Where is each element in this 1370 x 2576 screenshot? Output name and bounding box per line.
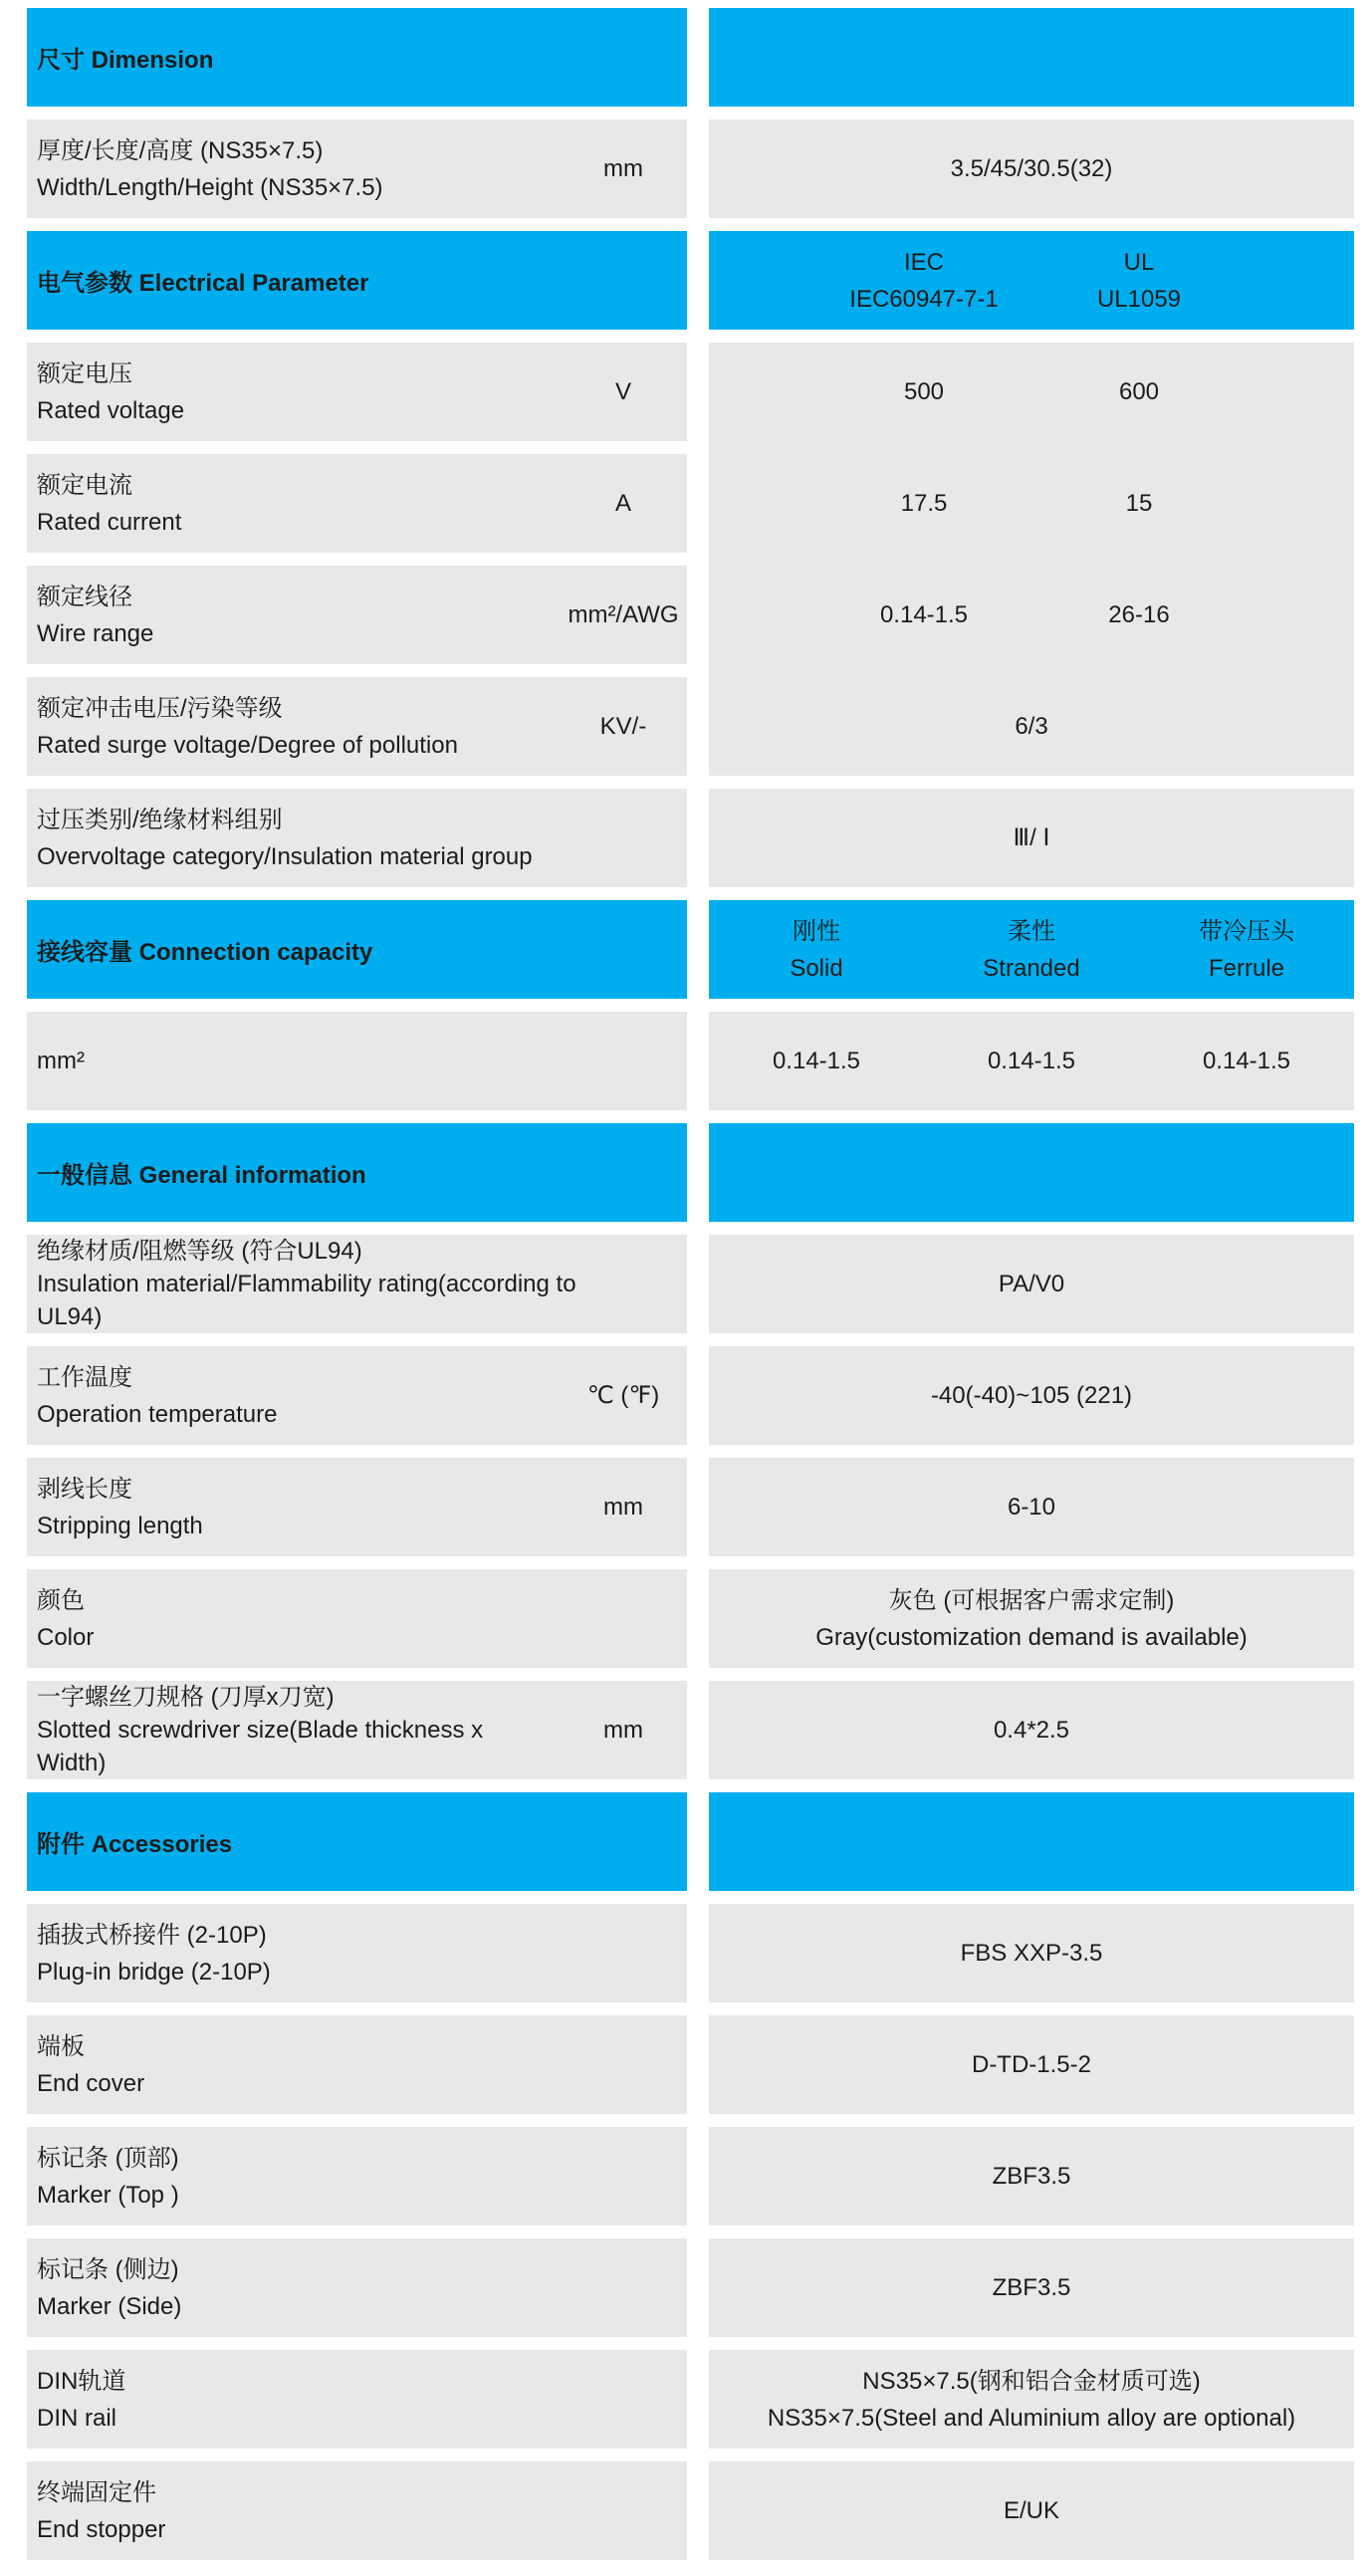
row-label-zh: 绝缘材质/阻燃等级 (符合UL94): [37, 1238, 362, 1265]
value-cell: [709, 1569, 1354, 1668]
row-rated-current: [27, 454, 687, 553]
row-label-zh: mm²: [37, 1048, 85, 1074]
electrical-values: [709, 343, 1354, 776]
param-cell: [27, 1346, 687, 1445]
row-color: [27, 1569, 1354, 1668]
value-cell: [709, 1458, 1354, 1556]
value-zh: NS35×7.5(钢和铝合金材质可选): [862, 2367, 1201, 2395]
param-cell: [27, 2461, 687, 2560]
surge-value: [709, 677, 1354, 776]
row-connection-capacity: [27, 1012, 1354, 1110]
unit-label: V: [614, 377, 631, 405]
row-label-zh: DIN轨道: [37, 2367, 126, 2395]
row-label-zh: 剥线长度: [37, 1475, 132, 1503]
row-label-en: Plug-in bridge (2-10P): [37, 1958, 271, 1986]
unit-label: mm: [603, 1716, 643, 1744]
unit-label: mm: [603, 154, 643, 182]
value-en: NS35×7.5(Steel and Aluminium alloy are optional): [767, 2404, 1296, 2432]
electrical-group: [27, 343, 1354, 776]
row-label-zh: 标记条 (侧边): [37, 2255, 179, 2283]
value-en: Gray(customization demand is available): [815, 1623, 1248, 1651]
row-label-zh: 终端固定件: [37, 2478, 156, 2506]
row-label-en: Width/Length/Height (NS35×7.5): [37, 173, 383, 201]
connection-column-headers: [709, 900, 1354, 999]
value-cell: [709, 1681, 1354, 1779]
section-header-electrical: [27, 231, 1354, 330]
section-title: 接线容量 Connection capacity: [37, 939, 373, 966]
value: 0.4*2.5: [993, 1717, 1070, 1744]
section-title: 附件 Accessories: [37, 1831, 233, 1858]
row-label-zh: 端板: [37, 2032, 85, 2060]
param-cell: [27, 1458, 687, 1556]
col-header-iec: IEC IEC60947-7-1: [849, 248, 999, 313]
value-ul: 15: [1125, 490, 1153, 517]
row-marker-top: [27, 2127, 1354, 2225]
param-cell: [27, 2127, 687, 2225]
value: ZBF3.5: [992, 2163, 1071, 2190]
row-rated-voltage: [27, 343, 687, 441]
section-title: 尺寸 Dimension: [37, 47, 214, 74]
row-plug-in-bridge: [27, 1904, 1354, 2002]
section-title: 电气参数 Electrical Parameter: [37, 270, 369, 297]
col-header-ferrule: 带冷压头 Ferrule: [1199, 917, 1294, 982]
row-label-zh: 颜色: [37, 1586, 85, 1614]
row-size: [27, 119, 1354, 218]
row-screwdriver-size: [27, 1681, 1354, 1779]
row-label-en: Operation temperature: [37, 1400, 278, 1428]
section-title-cell: [27, 8, 687, 107]
value-ul: 26-16: [1108, 601, 1170, 628]
row-insulation: [27, 1235, 1354, 1333]
row-label-en: Stripping length: [37, 1512, 203, 1539]
row-label-zh: 厚度/长度/高度 (NS35×7.5): [37, 136, 324, 164]
row-label-zh: 额定线径: [37, 583, 132, 610]
section-header-spacer: [709, 1792, 1354, 1891]
unit-label: mm²/AWG: [568, 600, 679, 628]
row-label-en: Overvoltage category/Insulation material group: [37, 842, 533, 870]
row-label-zh: 过压类别/绝缘材料组别: [37, 806, 283, 833]
row-wire-range: [27, 566, 687, 664]
row-label-zh: 额定电流: [37, 471, 132, 499]
value-ferrule: 0.14-1.5: [1202, 1048, 1291, 1074]
value: 6/3: [1015, 713, 1048, 740]
value: 3.5/45/30.5(32): [950, 155, 1113, 182]
value-cell: [709, 1346, 1354, 1445]
row-label-en: End stopper: [37, 2515, 166, 2543]
value-cell: [709, 2015, 1354, 2114]
value-cell: [709, 2461, 1354, 2560]
value: 6-10: [1007, 1494, 1056, 1521]
row-label-en: Rated voltage: [37, 396, 185, 424]
value-cell: [709, 1235, 1354, 1333]
row-label-en: Rated surge voltage/Degree of pollution: [37, 731, 458, 759]
value: -40(-40)~105 (221): [930, 1382, 1133, 1409]
value-iec: 17.5: [900, 490, 948, 517]
unit-label: KV/-: [599, 712, 647, 740]
value-zh: 灰色 (可根据客户需求定制): [888, 1586, 1175, 1614]
section-header-dimension: [27, 8, 1354, 107]
row-end-stopper: [27, 2461, 1354, 2560]
value-cell: [709, 2238, 1354, 2337]
section-title-cell: [27, 900, 687, 999]
value: Ⅲ/ Ⅰ: [1013, 824, 1050, 851]
row-label-en: Marker (Side): [37, 2292, 182, 2320]
row-operation-temperature: [27, 1346, 1354, 1445]
value-cell: [709, 789, 1354, 887]
value-cell: [709, 2127, 1354, 2225]
param-cell: [27, 119, 687, 218]
row-label-en: Insulation material/Flammability rating(according to UL94): [37, 1271, 576, 1330]
param-cell: [27, 1904, 687, 2002]
param-cell: [27, 1012, 687, 1110]
row-label-zh: 一字螺丝刀规格 (刀厚x刀宽): [37, 1684, 335, 1711]
section-header-accessories: [27, 1792, 1354, 1891]
current-values: [709, 454, 1354, 553]
row-label-zh: 插拔式桥接件 (2-10P): [37, 1921, 267, 1949]
row-label-en: Rated current: [37, 508, 182, 536]
row-overvoltage: [27, 789, 1354, 887]
value-stranded: 0.14-1.5: [987, 1048, 1076, 1074]
section-header-spacer: [709, 8, 1354, 107]
value-cell: [709, 1012, 1354, 1110]
param-cell: [27, 1569, 687, 1668]
row-label-zh: 额定冲击电压/污染等级: [37, 694, 283, 722]
row-surge-voltage: [27, 677, 687, 776]
row-label-zh: 额定电压: [37, 359, 132, 387]
param-cell: [27, 1235, 687, 1333]
row-marker-side: [27, 2238, 1354, 2337]
value-cell: [709, 1904, 1354, 2002]
section-header-spacer: [709, 1123, 1354, 1222]
param-cell: [27, 789, 687, 887]
section-title-cell: [27, 1792, 687, 1891]
row-label-en: DIN rail: [37, 2404, 117, 2432]
unit-label: A: [614, 489, 631, 517]
value-solid: 0.14-1.5: [772, 1048, 861, 1074]
row-stripping-length: [27, 1458, 1354, 1556]
section-header-general: [27, 1123, 1354, 1222]
value-ul: 600: [1118, 378, 1160, 405]
param-cell: [27, 2238, 687, 2337]
row-label-en: Marker (Top ): [37, 2181, 179, 2209]
value: D-TD-1.5-2: [971, 2051, 1091, 2078]
row-label-zh: 标记条 (顶部): [37, 2144, 179, 2172]
value: E/UK: [1003, 2497, 1059, 2524]
voltage-values: [709, 343, 1354, 441]
row-label-en: Slotted screwdriver size(Blade thickness x Width): [37, 1717, 484, 1776]
section-header-connection: [27, 900, 1354, 999]
row-label-en: Wire range: [37, 619, 154, 647]
section-title-cell: [27, 1123, 687, 1222]
value: PA/V0: [998, 1271, 1065, 1297]
value-iec: 0.14-1.5: [879, 601, 969, 628]
row-din-rail: [27, 2350, 1354, 2449]
row-label-en: Color: [37, 1623, 95, 1651]
param-cell: [27, 2350, 687, 2449]
section-title-cell: [27, 231, 687, 330]
col-header-solid: 刚性 Solid: [790, 917, 843, 982]
wire-range-values: [709, 566, 1354, 664]
electrical-column-headers: [709, 231, 1354, 330]
col-header-ul: UL UL1059: [1096, 248, 1182, 313]
col-header-stranded: 柔性 Stranded: [983, 917, 1080, 982]
value-cell: [709, 2350, 1354, 2449]
value: FBS XXP-3.5: [960, 1940, 1103, 1967]
row-label-zh: 工作温度: [37, 1363, 132, 1391]
row-end-cover: [27, 2015, 1354, 2114]
value: ZBF3.5: [992, 2274, 1071, 2301]
value-iec: 500: [903, 378, 945, 405]
row-label-en: End cover: [37, 2069, 145, 2097]
value-cell: [709, 119, 1354, 218]
unit-label: mm: [603, 1493, 643, 1521]
section-title: 一般信息 General information: [37, 1162, 366, 1189]
unit-label: ℃ (℉): [586, 1381, 660, 1409]
param-cell: [27, 2015, 687, 2114]
param-cell: [27, 1681, 687, 1779]
